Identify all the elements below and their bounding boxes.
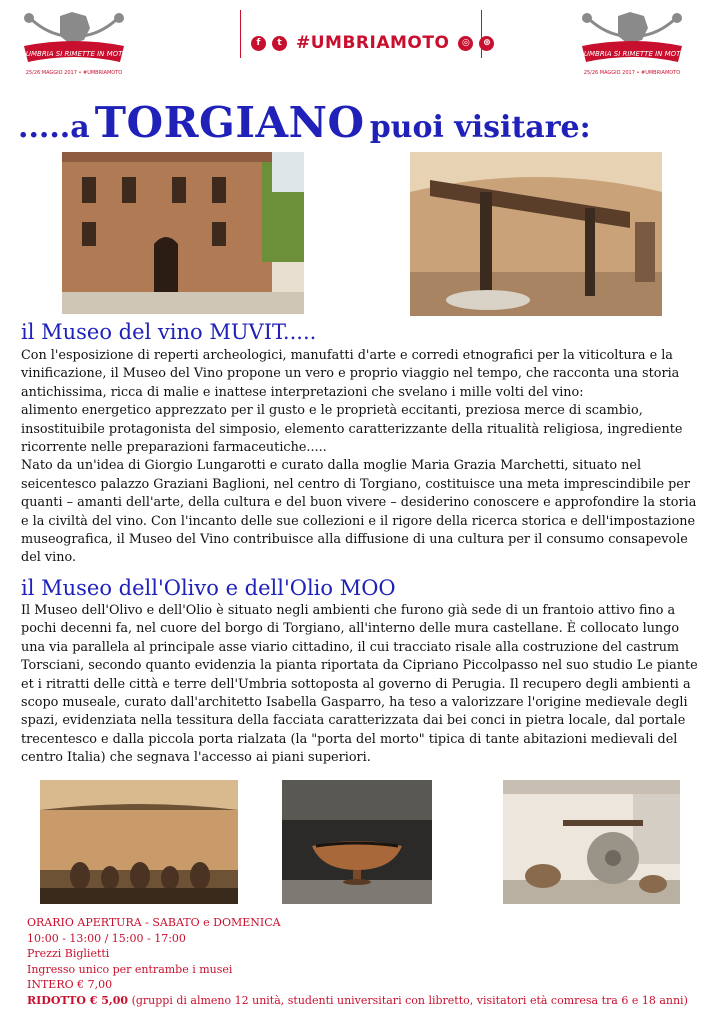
opening-hours: 10:00 - 13:00 / 15:00 - 17:00: [27, 931, 186, 945]
svg-text:L'UMBRIA SI RIMETTE IN MOTO: L'UMBRIA SI RIMETTE IN MOTO: [20, 50, 128, 58]
reduced-price-label: RIDOTTO € 5,00: [27, 993, 129, 1007]
opening-title: ORARIO APERTURA - SABATO e DOMENICA: [27, 916, 281, 929]
visiting-info: [27, 915, 707, 1009]
title-prefix: .....a: [18, 110, 90, 145]
social-bar: [251, 32, 494, 54]
svg-text:25/26 MAGGIO 2017 • #UMBRIAMOT: 25/26 MAGGIO 2017 • #UMBRIAMOTO: [583, 70, 681, 76]
reduced-price-conditions: (gruppi di almeno 12 unità, studenti universitari con libretto, visitatori età comresa tra 6 e 18 anni): [128, 993, 688, 1007]
muvit-paragraph: alimento energetico apprezzato per il gusto e le proprietà eccitanti, preziosa merce di scambio, insostituibile protagonista del simposio, elemento caratterizzante della ritualità religiosa, ingrediente ricorrente nelle preparazioni farmaceutiche.....: [21, 403, 683, 456]
page-title: [18, 98, 708, 146]
hashtag: #UMBRIAMOTO: [296, 33, 450, 53]
prices-title: Prezzi Biglietti: [27, 947, 110, 961]
olive-mill-photo: [503, 780, 680, 904]
instagram-icon[interactable]: ◎: [458, 36, 473, 51]
muvit-heading: il Museo del vino MUVIT.....: [21, 320, 317, 344]
muvit-paragraph: Con l'esposizione di reperti archeologici, manufatti d'arte e corredi etnografici per la viticoltura e la vinificazione, il Museo del Vino propone un vero e proprio viaggio nel tempo, che racconta una storia antichissima, ricca di malie e inattese interpretazioni che svelano i mille volti del vino:: [21, 348, 680, 400]
muvit-paragraph: Nato da un'idea di Giorgio Lungarotti e curato dalla moglie Maria Grazia Marchetti, situato nel seicentesco palazzo Graziani Baglioni, nel centro di Torgiano, costituisce una meta imprescindibile per quanti – amanti dell'arte, della cultura e del buon vivere – desiderino conoscere e approfondire la storia e la civiltà del vino. Con l'incanto delle sue collezioni e il rigore della ricerca storica e dell'impostazione museografica, il Museo del Vino contribuisce alla diffusione di una cultura per il consumo consapevole del vino.: [21, 458, 697, 566]
moo-paragraph: Il Museo dell'Olivo e dell'Olio è situato negli ambienti che furono già sede di un frantoio attivo fino a pochi decenni fa, nel cuore del borgo di Torgiano, all'interno delle mura castellane. È collocato lungo una via parallela al principale asse viario cittadino, il cui tracciato risale alla costruzione del castrum Torsciani, secondo quanto evidenzia la pianta riportata da Cipriano Piccolpasso nel suo studio Le piante et i ritratti delle città e terre dell'Umbria sottoposta al governo di Perugia. Il recupero degli ambienti a scopo museale, curato dall'architetto Isabella Gasparro, ha teso a valorizzare l'origine medievale degli spazi, evidenziata nella tessitura della facciata caratterizzata dai bei conci in pietra locale, dal portale trecentesco e dalla piccola porta rialzata (la "porta del morto" tipica di tante abitazioni medievali del centro Italia) che segnava l'accesso ai piani superiori.: [21, 603, 698, 766]
olive-museum-hall-photo: [40, 780, 238, 904]
single-ticket-note: Ingresso unico per entrambe i musei: [27, 962, 233, 976]
umbria-moto-logo-right: [572, 6, 692, 90]
svg-text:25/26 MAGGIO 2017 • #UMBRIAMOT: 25/26 MAGGIO 2017 • #UMBRIAMOTO: [25, 70, 123, 76]
full-price: INTERO € 7,00: [27, 978, 113, 992]
title-suffix: puoi visitare:: [369, 110, 591, 145]
globe-icon[interactable]: ⊕: [479, 36, 494, 51]
facebook-icon[interactable]: f: [251, 36, 266, 51]
palazzo-photo: [62, 152, 304, 314]
header-divider-left: [240, 10, 241, 58]
moo-text: [21, 602, 701, 768]
umbria-moto-logo-left: [14, 6, 134, 90]
title-place: TORGIANO: [94, 98, 365, 147]
moo-heading: il Museo dell'Olivo e dell'Olio MOO: [21, 576, 396, 600]
svg-text:L'UMBRIA SI RIMETTE IN MOTO: L'UMBRIA SI RIMETTE IN MOTO: [578, 50, 686, 58]
kylix-cup-photo: [282, 780, 432, 904]
twitter-icon[interactable]: t: [272, 36, 287, 51]
reduced-price: [27, 993, 707, 1009]
muvit-text: [21, 347, 701, 568]
wine-press-photo: [410, 152, 662, 316]
